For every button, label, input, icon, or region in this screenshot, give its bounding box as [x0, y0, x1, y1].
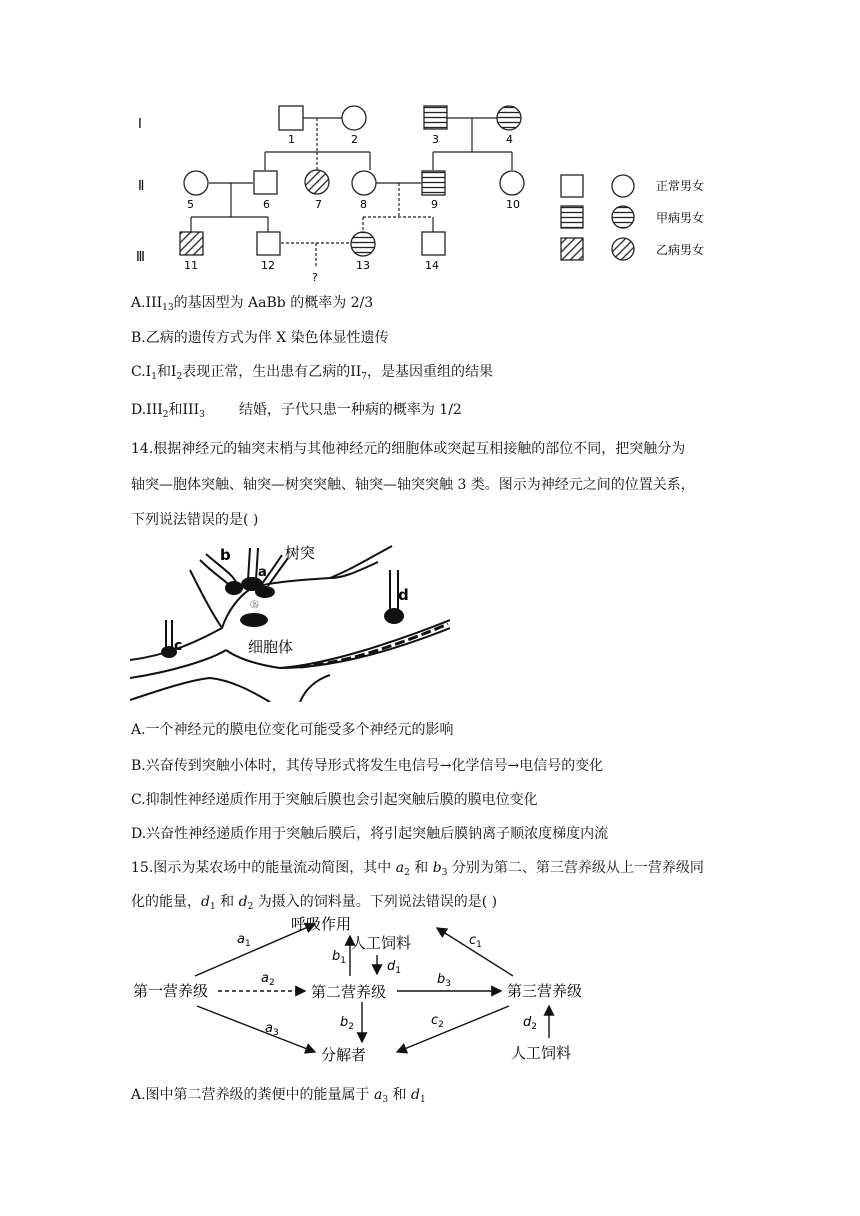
q14-stem-line: 下列说法错误的是( ) — [131, 512, 259, 528]
legend-female-normal — [612, 175, 634, 197]
option-text: ，是基因重组的结果 — [367, 364, 493, 380]
legend-female-disease-b — [612, 238, 634, 260]
subscript: 2 — [162, 410, 169, 420]
node-level1: 第一营养级 — [133, 982, 209, 1000]
male-disease-a — [422, 171, 445, 195]
label-soma: 细胞体 — [248, 638, 294, 656]
arrow-label: $a_3$ — [265, 1021, 279, 1038]
q15-option-a — [131, 1084, 426, 1105]
male-disease-b — [180, 232, 203, 255]
male-disease-a — [424, 106, 447, 129]
energy-flow-diagram — [125, 910, 605, 1070]
individual-label: 13 — [356, 259, 370, 272]
arrow-label: $b_3$ — [437, 972, 451, 989]
label-dendrite: 树突 — [285, 544, 316, 562]
stem-text: 分别为第二、第三营养级从上一营养级同 — [447, 860, 704, 876]
var: d — [201, 894, 210, 910]
legend-label: 甲病男女 — [656, 211, 705, 225]
stem-text: 和 — [409, 860, 433, 876]
subscript: 3 — [382, 1095, 389, 1105]
female-normal — [184, 171, 208, 195]
legend-male-disease-a — [561, 206, 583, 228]
generation-label: Ⅲ — [136, 250, 145, 265]
stem-text: 为摄入的饲料量。下列说法错误的是( ) — [253, 894, 498, 910]
var: a — [395, 860, 405, 876]
node-feed-bottom: 人工饲料 — [511, 1044, 572, 1062]
legend-male-normal — [561, 175, 583, 197]
arrow-label: $a_2$ — [261, 971, 275, 988]
stem-text: 15.图示为某农场中的能量流动简图，其中 — [131, 860, 396, 876]
node-feed-top: 人工饲料 — [351, 934, 412, 952]
subscript: 13 — [162, 303, 174, 313]
stem-text: 化的能量， — [131, 894, 201, 910]
option-text: 和 — [388, 1087, 412, 1103]
arrow-label: $c_1$ — [469, 933, 482, 950]
generation-label: Ⅱ — [138, 179, 145, 194]
q14-option-c: C.抑制性神经递质作用于突触后膜也会引起突触后膜的膜电位变化 — [131, 792, 538, 808]
legend-female-disease-a — [612, 206, 634, 228]
generation-label: Ⅰ — [138, 117, 142, 132]
individual-label: 9 — [431, 198, 438, 211]
arrow-label: $d_1$ — [387, 959, 401, 976]
individual-label: 5 — [187, 198, 194, 211]
option-text: 和I — [156, 364, 177, 380]
male-normal — [279, 106, 303, 130]
option-text: 结婚，子代只患一种病的概率为 1/2 — [238, 402, 462, 418]
individual-label: 10 — [506, 198, 520, 211]
var: b — [432, 860, 442, 876]
individual-label: 7 — [315, 198, 322, 211]
stem-text: 和 — [215, 894, 239, 910]
individual-label: 2 — [351, 133, 358, 146]
q14-stem-line: 14.根据神经元的轴突末梢与其他神经元的细胞体或突起互相接触的部位不同，把突触分为 — [131, 441, 686, 457]
neuron-figure — [130, 540, 450, 702]
arrow-label: $b_1$ — [332, 949, 346, 966]
female-normal — [342, 106, 366, 130]
legend-label: 正常男女 — [656, 179, 705, 193]
var: d — [411, 1087, 420, 1103]
male-normal — [422, 232, 445, 255]
individual-label: 4 — [506, 133, 513, 146]
female-disease-a — [497, 106, 521, 130]
node-level3: 第三营养级 — [507, 982, 583, 1000]
var: a — [374, 1087, 383, 1103]
subscript: 2 — [247, 902, 254, 912]
node-decomposer: 分解者 — [321, 1046, 367, 1064]
female-normal — [352, 171, 376, 195]
q13-option-d — [131, 399, 462, 420]
option-text: A.III — [131, 295, 163, 311]
q14-option-b: B.兴奋传到突触小体时，其传导形式将发生电信号→化学信号→电信号的变化 — [131, 758, 604, 774]
legend-label: 乙病男女 — [656, 243, 705, 257]
q14-option-d: D.兴奋性神经递质作用于突触后膜后，将引起突触后膜钠离子顺浓度梯度内流 — [131, 826, 609, 842]
subscript: 1 — [209, 902, 216, 912]
individual-label: 11 — [184, 259, 198, 272]
label-c: c — [174, 638, 183, 654]
node-respiration: 呼吸作用 — [291, 915, 352, 933]
unknown-offspring: ? — [312, 271, 318, 284]
male-normal — [257, 232, 280, 255]
label-a: a — [258, 565, 267, 580]
q14-option-a: A.一个神经元的膜电位变化可能受多个神经元的影响 — [131, 722, 454, 738]
node-level2: 第二营养级 — [311, 983, 387, 1001]
female-normal — [500, 171, 524, 195]
label-d: d — [398, 586, 409, 604]
var: d — [238, 894, 248, 910]
option-text: A.图中第二营养级的粪便中的能量属于 — [131, 1087, 375, 1103]
q15-stem-line — [131, 891, 497, 912]
subscript: 1 — [419, 1095, 426, 1105]
subscript: 3 — [199, 410, 205, 420]
option-text: 表现正常，生出患有乙病的II — [182, 364, 362, 380]
individual-label: 12 — [261, 259, 275, 272]
subscript: 7 — [361, 372, 367, 382]
arrow-label: $c_2$ — [431, 1013, 444, 1030]
q13-option-a — [131, 292, 373, 313]
female-disease-b — [305, 170, 329, 194]
female-disease-a — [351, 232, 375, 256]
arrow-label: $d_2$ — [523, 1015, 537, 1032]
label-e: e — [250, 597, 259, 612]
q14-stem-line: 轴突—胞体突触、轴突—树突突触、轴突—轴突突触 3 类。图示为神经元之间的位置关系， — [131, 477, 695, 493]
individual-label: 6 — [263, 198, 270, 211]
option-text: D.III — [131, 402, 163, 418]
q13-option-b: B.乙病的遗传方式为伴 X 染色体显性遗传 — [131, 330, 389, 346]
individual-label: 1 — [288, 133, 295, 146]
q15-stem-line — [131, 857, 704, 878]
q13-option-c — [131, 361, 493, 382]
option-text: 和III — [168, 402, 200, 418]
subscript: 1 — [151, 372, 157, 382]
option-text: C.I — [131, 364, 152, 380]
arrow-label: $b_2$ — [340, 1015, 354, 1032]
individual-label: 8 — [360, 198, 367, 211]
individual-label: 3 — [432, 133, 439, 146]
subscript: 2 — [176, 372, 183, 382]
subscript: 2 — [404, 868, 410, 878]
label-b: b — [220, 546, 231, 564]
legend-male-disease-b — [561, 238, 583, 260]
option-text: 的基因型为 AaBb 的概率为 2/3 — [173, 295, 374, 311]
subscript: 3 — [441, 868, 448, 878]
male-normal — [254, 171, 277, 194]
arrow-label: $a_1$ — [237, 932, 251, 949]
pedigree-chart — [120, 95, 740, 290]
individual-label: 14 — [425, 259, 439, 272]
